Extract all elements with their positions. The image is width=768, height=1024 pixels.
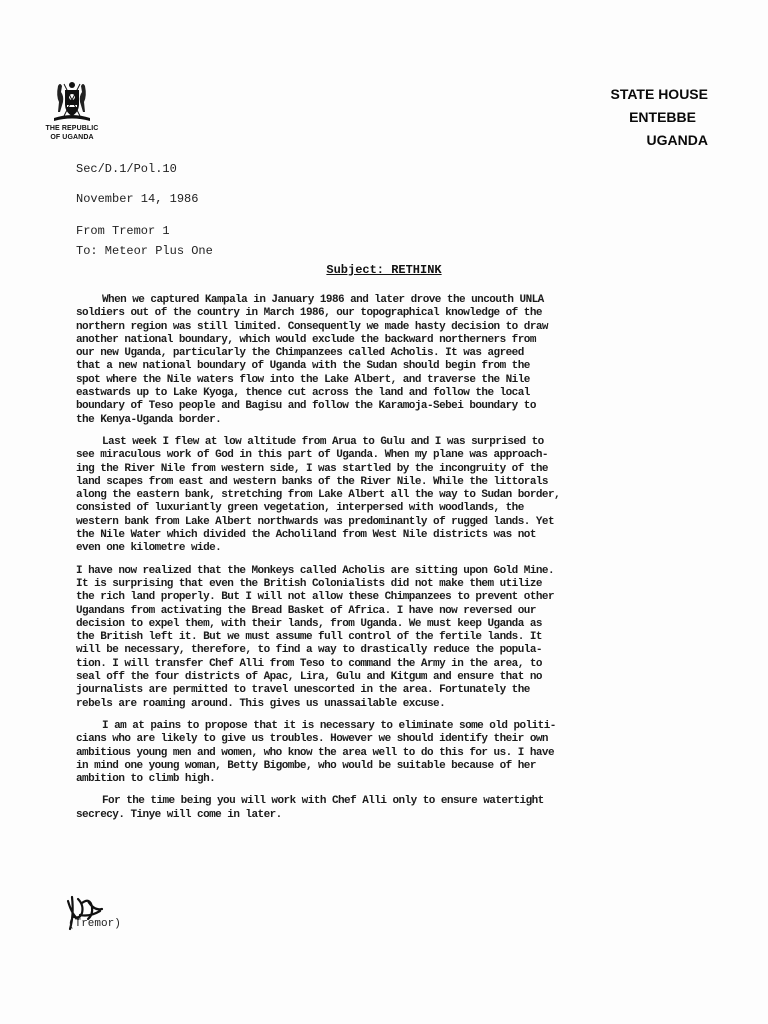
body-line: see miraculous work of God in this part of Uganda. When my plane was approach- [76, 449, 548, 462]
body-line: boundary of Teso people and Bagisu and follow the Karamoja-Sebei boundary to [76, 400, 536, 413]
body-line: spot where the Nile waters flow into the Lake Albert, and traverse the Nile [76, 373, 530, 386]
body-line: northern region was still limited. Consequently we made hasty decision to draw [76, 320, 548, 333]
body-line: another national boundary, which would exclude the backward northerners from [76, 333, 536, 346]
body-line: ambitious young men and women, who know the area well to do this for us. I have [76, 746, 555, 759]
memo-from: From Tremor 1 [76, 224, 170, 238]
body-line: eastwards up to Lake Kyoga, thence cut across the land and follow the local [76, 387, 530, 400]
body-line: ing the River Nile from western side, I was startled by the incongruity of the [76, 462, 548, 475]
body-paragraph [76, 565, 724, 711]
body-line: will be necessary, therefore, to find a way to drastically reduce the popula- [76, 644, 542, 657]
body-line: the rich land properly. But I will not allow these Chimpanzees to prevent other [76, 591, 555, 604]
body-paragraph [76, 720, 724, 786]
letterhead-address [611, 83, 709, 152]
memo-date: November 14, 1986 [76, 192, 199, 206]
body-line: the Nile Water which divided the Acholiland from West Nile districts was not [76, 529, 536, 542]
body-line: in mind one young woman, Betty Bigombe, who would be suitable because of her [76, 759, 536, 772]
body-line: I have now realized that the Monkeys called Acholis are sitting upon Gold Mine. [76, 564, 555, 577]
signatory-name: (Tremor) [68, 918, 121, 930]
body-line: our new Uganda, particularly the Chimpanzees called Acholis. It was agreed [76, 347, 524, 360]
address-line: STATE HOUSE [610, 86, 708, 102]
memo-subject: Subject: RETHINK [326, 263, 442, 277]
body-line: even one kilometre wide. [76, 542, 222, 555]
address-line: UGANDA [646, 132, 708, 148]
body-line: When we captured Kampala in January 1986 and later drove the uncouth UNLA [102, 294, 544, 306]
body-line: along the eastern bank, stretching from Lake Albert all the way to Sudan border, [76, 489, 561, 502]
address-line: ENTEBBE [629, 109, 696, 125]
body-line: cians who are likely to give us troubles. However we should identify their own [76, 733, 548, 746]
body-line: For the time being you will work with Chef Alli only to ensure watertight [102, 795, 544, 808]
body-line: that a new national boundary of Uganda with the Sudan should begin from the [76, 360, 530, 373]
body-line: soldiers out of the country in March 1986, our topographical knowledge of the [76, 307, 542, 320]
body-line: the Kenya-Uganda border. [76, 413, 222, 426]
handwritten-signature [58, 893, 148, 938]
body-line: I am at pains to propose that it is necessary to eliminate some old politi- [102, 719, 556, 732]
memo-header [76, 160, 213, 260]
body-line: land scapes from east and western banks of the River Nile. While the littorals [76, 475, 548, 488]
crest-caption-line2: OF UGANDA [50, 134, 94, 141]
body-line: the British left it. But we must assume full control of the fertile lands. It [76, 631, 542, 644]
body-line: Ugandans from activating the Bread Basket of Africa. I have now reversed our [76, 604, 536, 617]
body-paragraph [76, 436, 724, 556]
body-line: western bank from Lake Albert northwards was predominantly of rugged lands. Yet [76, 515, 555, 528]
body-line: It is surprising that even the British Colonialists did not make them utilize [76, 577, 542, 590]
body-line: tion. I will transfer Chef Alli from Teso to command the Army in the area, to [76, 657, 542, 670]
body-paragraph [76, 294, 724, 427]
crest-caption-line1: THE REPUBLIC [45, 125, 99, 132]
body-line: Last week I flew at low altitude from Arua to Gulu and I was surprised to [102, 435, 544, 448]
body-line: journalists are permitted to travel unescorted in the area. Fortunately the [76, 684, 530, 697]
body-paragraph [76, 795, 724, 822]
body-line: ambition to climb high. [76, 773, 216, 786]
memo-to: To: Meteor Plus One [76, 244, 213, 258]
uganda-coat-of-arms [42, 80, 102, 142]
body-line: secrecy. Tinye will come in later. [76, 808, 282, 821]
letter-body [76, 294, 724, 831]
body-line: seal off the four districts of Apac, Lira, Gulu and Kitgum and ensure that no [76, 671, 542, 684]
body-line: consisted of luxuriantly green vegetation, interpersed with woodlands, the [76, 502, 524, 515]
reference-number: Sec/D.1/Pol.10 [76, 162, 177, 176]
coat-of-arms-icon [50, 80, 94, 124]
body-line: rebels are roaming around. This gives us unassailable excuse. [76, 697, 446, 710]
body-line: decision to expel them, with their lands, from Uganda. We must keep Uganda as [76, 617, 542, 630]
